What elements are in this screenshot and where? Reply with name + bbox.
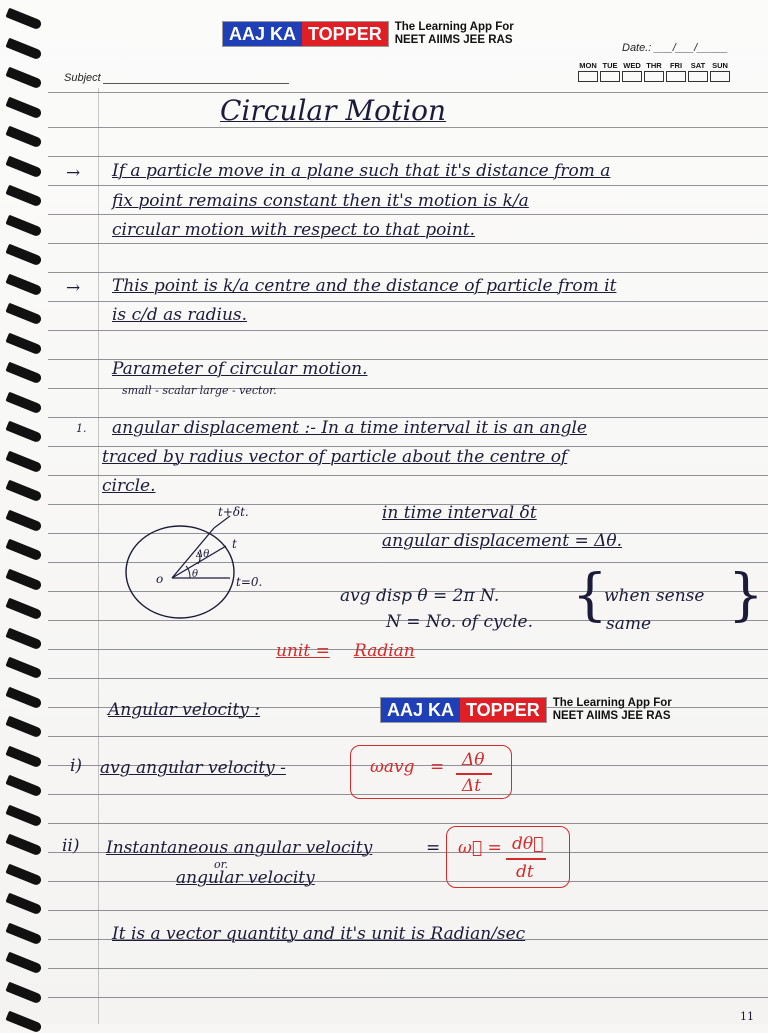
sense-line-2: same xyxy=(606,614,652,634)
spiral-ring xyxy=(5,37,42,60)
spiral-ring xyxy=(5,391,42,414)
weekday-boxes xyxy=(578,61,730,82)
weekday-checkbox xyxy=(622,71,642,82)
spiral-ring xyxy=(5,893,42,916)
spiral-ring xyxy=(5,421,42,444)
avg-numerator: Δθ xyxy=(462,750,485,770)
item-number-1: 1. xyxy=(76,422,87,435)
brand-part2: TOPPER xyxy=(302,22,388,46)
ruled-line xyxy=(48,678,768,679)
brace-right-icon: } xyxy=(728,563,764,628)
avg-equals: = xyxy=(430,757,445,777)
spiral-ring xyxy=(5,568,42,591)
weekday-label: SUN xyxy=(712,61,728,70)
spiral-ring xyxy=(5,214,42,237)
tagline-line2: NEET AIIMS JEE RAS xyxy=(394,34,513,46)
instantaneous-text-2: angular velocity xyxy=(176,868,315,888)
angular-displacement-line-2: traced by radius vector of particle about the centre of xyxy=(102,447,568,467)
omega-vector: ω⃗ = xyxy=(458,838,502,858)
angular-displacement-line-3: circle. xyxy=(102,476,156,496)
centre-line-2: is c/d as radius. xyxy=(112,305,248,325)
weekday-label: MON xyxy=(579,61,597,70)
spiral-ring xyxy=(5,509,42,532)
weekday-checkbox xyxy=(600,71,620,82)
inst-numerator: dθ⃗ xyxy=(512,834,544,854)
brand-logo xyxy=(222,21,389,47)
avg-denominator: Δt xyxy=(462,776,482,796)
weekday-box xyxy=(578,61,598,82)
avg-displacement-line-1: avg disp θ = 2π N. xyxy=(340,586,500,606)
weekday-label: THR xyxy=(646,61,662,70)
avg-displacement-line-2: N = No. of cycle. xyxy=(386,612,534,632)
brand-banner-top xyxy=(222,21,514,47)
spiral-ring xyxy=(5,303,42,326)
brand-banner-mid xyxy=(380,697,672,723)
weekday-label: TUE xyxy=(602,61,618,70)
ruled-line xyxy=(48,301,768,302)
inst-fraction-bar xyxy=(506,858,546,860)
spiral-ring xyxy=(5,952,42,975)
ruled-line xyxy=(48,92,768,93)
tagline-line1: The Learning App For xyxy=(394,21,514,33)
spiral-ring xyxy=(5,863,42,886)
inst-denominator: dt xyxy=(516,862,534,882)
brace-left-icon: { xyxy=(572,563,608,628)
ruled-line xyxy=(48,156,768,157)
interval-line-1: in time interval δt xyxy=(382,503,537,523)
interval-line-2: angular displacement = Δθ. xyxy=(382,531,623,551)
page-title: Circular Motion xyxy=(220,94,447,127)
centre-line-1: This point is k/a centre and the distance of particle from it xyxy=(112,276,617,296)
weekday-checkbox xyxy=(710,71,730,82)
params-heading: Parameter of circular motion. xyxy=(112,359,368,379)
or-text: or. xyxy=(214,858,229,871)
brand-part2-2: TOPPER xyxy=(460,698,546,722)
vector-quantity-line: It is a vector quantity and it's unit is Radian/sec xyxy=(112,924,526,944)
sense-line-1: when sense xyxy=(604,586,705,606)
spiral-ring xyxy=(5,539,42,562)
ruled-line xyxy=(48,881,768,882)
inst-equals: = xyxy=(426,838,441,858)
weekday-box xyxy=(622,61,642,82)
spiral-ring xyxy=(5,657,42,680)
spiral-ring xyxy=(5,627,42,650)
spiral-ring xyxy=(5,834,42,857)
brand-part1: AAJ KA xyxy=(223,22,302,46)
spiral-ring xyxy=(5,775,42,798)
spiral-ring xyxy=(5,480,42,503)
avg-angular-velocity-text: avg angular velocity - xyxy=(100,758,286,778)
ruled-line xyxy=(48,823,768,824)
ruled-line xyxy=(48,736,768,737)
weekday-checkbox xyxy=(666,71,686,82)
weekday-box xyxy=(688,61,708,82)
spiral-ring xyxy=(5,155,42,178)
weekday-checkbox xyxy=(578,71,598,82)
spiral-ring xyxy=(5,273,42,296)
spiral-ring xyxy=(5,96,42,119)
spiral-binding xyxy=(0,0,48,1024)
brand-tagline xyxy=(395,21,514,47)
arrow-bullet-1: → xyxy=(66,163,81,183)
subject-label: Subject xyxy=(64,72,101,84)
ruled-line xyxy=(48,475,768,476)
omega-avg: ωavg xyxy=(370,757,415,777)
spiral-ring xyxy=(5,686,42,709)
definition-line-2: fix point remains constant then it's motion is k/a xyxy=(112,191,529,211)
label-t-zero: t=0. xyxy=(236,575,263,589)
date-field: Date.: ___/___/_____ xyxy=(622,42,728,54)
angular-displacement-line-1: angular displacement :- In a time interval it is an angle xyxy=(112,418,587,438)
circular-motion-diagram xyxy=(118,500,318,630)
margin-line xyxy=(98,88,99,1024)
spiral-ring xyxy=(5,244,42,267)
angular-velocity-heading: Angular velocity : xyxy=(108,700,261,720)
spiral-ring xyxy=(5,981,42,1004)
page-number: 11 xyxy=(740,1010,754,1023)
spiral-ring xyxy=(5,1011,42,1033)
spiral-ring xyxy=(5,922,42,945)
label-t: t xyxy=(232,537,237,551)
item-ii: ii) xyxy=(62,836,80,856)
spiral-ring xyxy=(5,362,42,385)
unit-label: unit = xyxy=(276,641,330,661)
label-delta-theta: Δθ xyxy=(196,549,210,560)
label-origin: o xyxy=(156,572,164,586)
subject-line xyxy=(103,83,289,84)
tagline-line2-2: NEET AIIMS JEE RAS xyxy=(552,710,671,722)
spiral-ring xyxy=(5,185,42,208)
label-theta: θ xyxy=(192,569,199,580)
weekday-label: FRI xyxy=(669,61,683,70)
ruled-line xyxy=(48,272,768,273)
spiral-ring xyxy=(5,67,42,90)
weekday-checkbox xyxy=(644,71,664,82)
weekday-box xyxy=(666,61,686,82)
tagline-line1-2: The Learning App For xyxy=(552,697,672,709)
spiral-ring xyxy=(5,804,42,827)
unit-value: Radian xyxy=(354,641,415,661)
weekday-box xyxy=(600,61,620,82)
ruled-line xyxy=(48,968,768,969)
ruled-line xyxy=(48,214,768,215)
brand-tagline-2 xyxy=(553,697,672,723)
spiral-ring xyxy=(5,450,42,473)
item-i: i) xyxy=(70,756,83,776)
spiral-ring xyxy=(5,332,42,355)
avg-fraction-bar xyxy=(456,773,492,775)
weekday-checkbox xyxy=(688,71,708,82)
circle-path xyxy=(126,526,234,618)
weekday-box xyxy=(644,61,664,82)
weekday-label: WED xyxy=(623,61,641,70)
spiral-ring xyxy=(5,598,42,621)
ruled-line xyxy=(48,910,768,911)
ruled-line xyxy=(48,243,768,244)
weekday-label: SAT xyxy=(690,61,706,70)
spiral-ring xyxy=(5,8,42,31)
weekday-box xyxy=(710,61,730,82)
definition-line-1: If a particle move in a plane such that it's distance from a xyxy=(112,161,611,181)
spiral-ring xyxy=(5,716,42,739)
definition-line-3: circular motion with respect to that point. xyxy=(112,220,476,240)
subject-field xyxy=(64,72,289,84)
ruled-line xyxy=(48,185,768,186)
label-t-plus-dt: t+δt. xyxy=(218,505,249,519)
spiral-ring xyxy=(5,126,42,149)
params-note: small - scalar large - vector. xyxy=(122,384,277,397)
ruled-line xyxy=(48,127,768,128)
arrow-bullet-2: → xyxy=(66,278,81,298)
brand-logo-2 xyxy=(380,697,547,723)
instantaneous-text: Instantaneous angular velocity xyxy=(106,838,373,858)
ruled-line xyxy=(48,330,768,331)
ruled-line xyxy=(48,997,768,998)
brand-part1-2: AAJ KA xyxy=(381,698,460,722)
spiral-ring xyxy=(5,745,42,768)
